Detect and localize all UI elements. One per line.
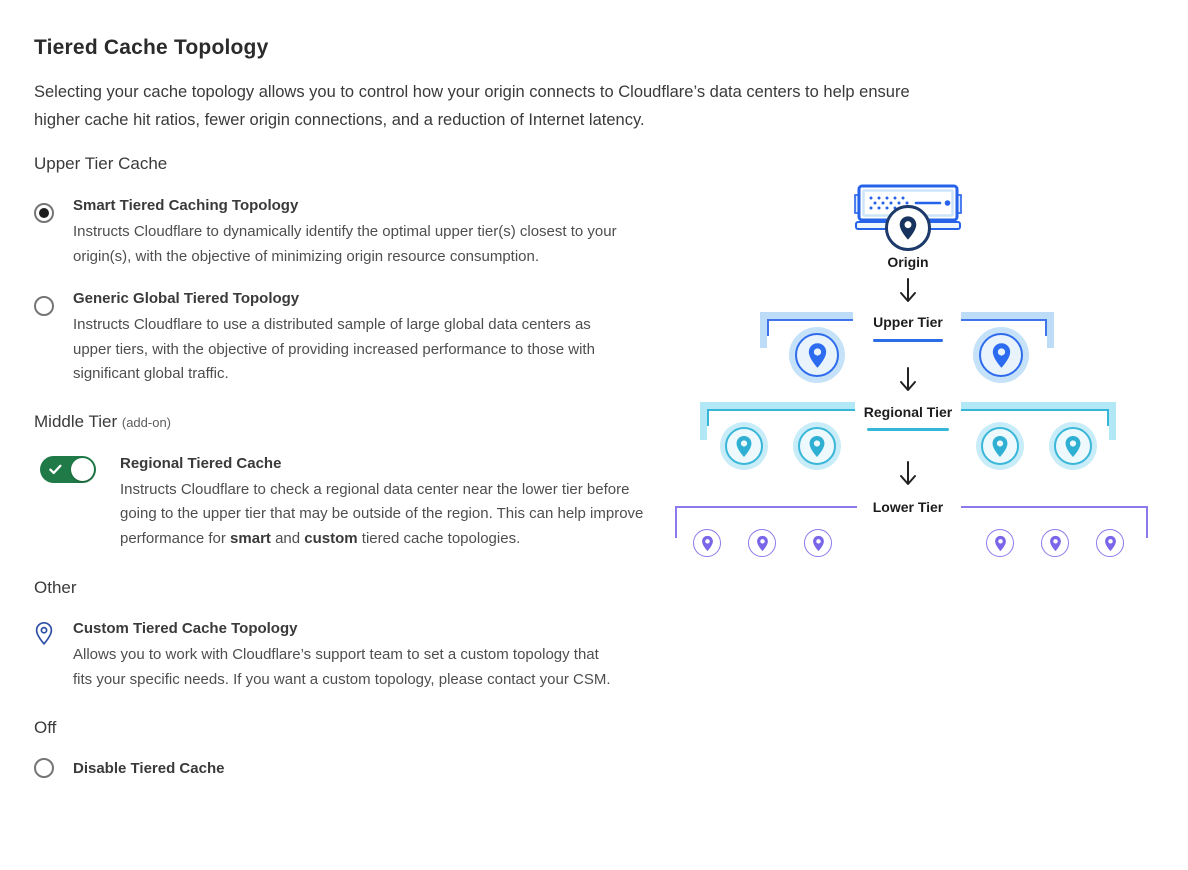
upper-tier-pin-icon (795, 333, 839, 377)
lower-tier-pin-icon (986, 529, 1014, 557)
option-regional-description: Instructs Cloudflare to check a regional data center near the lower tier before going to the upper tier that may be outside of the region. This can help improve performance for smart and custom tiered cache topologies. (120, 480, 644, 547)
option-generic-title: Generic Global Tiered Topology (73, 290, 300, 307)
option-custom-title: Custom Tiered Cache Topology (73, 620, 298, 637)
option-regional-title: Regional Tiered Cache (120, 454, 282, 472)
option-smart-description: Instructs Cloudflare to dynamically identify the optimal upper tier(s) closest to your origin(s), with the objective of minimizing origin resource consumption. (73, 223, 617, 265)
settings-panel (34, 36, 674, 60)
section-off: Off (34, 718, 57, 737)
option-regional-tiered[interactable] (34, 454, 674, 552)
page-title: Tiered Cache Topology (34, 36, 269, 59)
origin-label: Origin (887, 254, 929, 270)
regional-tier-pin-icon (1054, 427, 1092, 465)
options-list (34, 154, 674, 778)
option-regional-text (120, 454, 650, 552)
intro-text: Selecting your cache topology allows you to control how your origin connects to Cloudflare’s data centers to help ensure higher cache hit ratios, fewer origin connections, and a reduction of Internet latency. (34, 83, 910, 129)
origin-pin-icon (885, 205, 931, 251)
lower-tier-pin-icon (693, 529, 721, 557)
option-generic-description: Instructs Cloudflare to use a distributed sample of large global data centers as upper tiers, with the objective of providing increased performance to those with significant global traffic. (73, 316, 595, 382)
section-middle-tier (34, 412, 674, 432)
section-other: Other (34, 578, 77, 597)
regional-tier-pin-icon (798, 427, 836, 465)
option-generic-global[interactable] (34, 289, 674, 387)
option-generic-text (73, 289, 623, 387)
addon-badge: (add-on) (121, 414, 172, 430)
lower-tier-label: Lower Tier (872, 499, 944, 515)
option-custom-description: Allows you to work with Cloudflare’s support team to set a custom topology that fits your specific needs. If you want a custom topology, please contact your CSM. (73, 646, 611, 688)
option-disable-title: Disable Tiered Cache (73, 759, 225, 777)
option-smart-text (73, 196, 628, 269)
radio-smart-tiered[interactable] (34, 203, 54, 223)
lower-tier-pin-icon (1041, 529, 1069, 557)
map-pin-outline-icon (34, 621, 54, 646)
regional-toggle[interactable] (40, 456, 96, 483)
section-middle-tier-label: Middle Tier (34, 411, 118, 431)
section-upper-tier-cache: Upper Tier Cache (34, 154, 168, 173)
option-smart-tiered[interactable] (34, 196, 674, 269)
lower-tier-pin-icon (804, 529, 832, 557)
option-smart-title: Smart Tiered Caching Topology (73, 197, 299, 214)
option-custom-text (73, 619, 618, 692)
arrow-down-icon (899, 277, 917, 305)
regional-tier-label: Regional Tier (863, 404, 953, 420)
lower-tier-pin-icon (1096, 529, 1124, 557)
radio-generic-global[interactable] (34, 296, 54, 316)
arrow-down-icon (899, 366, 917, 394)
upper-tier-label: Upper Tier (873, 314, 943, 330)
check-icon (49, 464, 62, 475)
regional-tier-pin-icon (981, 427, 1019, 465)
regional-tier-pin-icon (725, 427, 763, 465)
upper-tier-pin-icon (979, 333, 1023, 377)
upper-tier-underline (873, 339, 943, 342)
arrow-down-icon (899, 460, 917, 488)
lower-tier-pin-icon (748, 529, 776, 557)
radio-disable-tiered[interactable] (34, 758, 54, 778)
option-disable-tiered[interactable] (34, 758, 674, 778)
tiered-cache-diagram (655, 170, 1180, 585)
regional-tier-underline (867, 428, 949, 431)
toggle-knob (71, 458, 94, 481)
option-custom-tiered (34, 619, 674, 692)
